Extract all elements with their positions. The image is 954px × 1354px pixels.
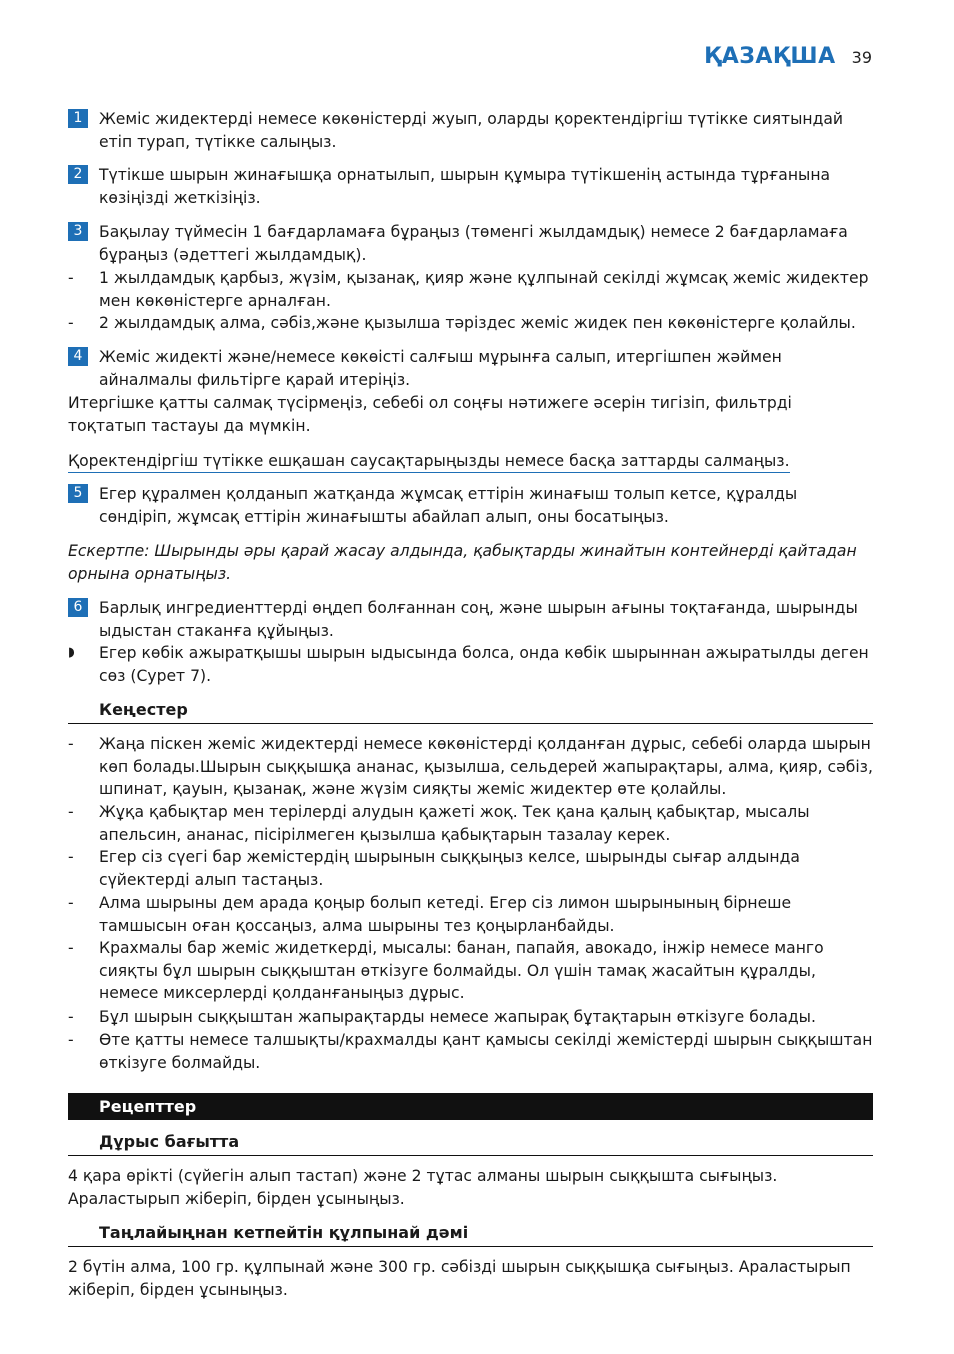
step-text: Барлық ингредиенттерді өңдеп болғаннан соң, және шырын ағыны тоқтағанда, шырынды ыдыстан стаканға құйыңыз. [99,599,858,640]
step-number: 1 [68,109,88,128]
step-6 [68,597,874,642]
step-number: 6 [68,598,88,617]
warning-text: Қоректендіргіш түтікке ешқашан саусақтарыңызды немесе басқа заттарды салмаңыз. [68,452,790,473]
tip-text: Жұқа қабықтар мен терілерді алудын қажеті жоқ. Тек қана қалың қабықтар, мысалы апельсин, ананас, пісірілмеген қызылша қабықтарын тазалау керек. [99,803,810,844]
tip-item [68,846,874,891]
dash-marker: - [68,1031,74,1049]
step-text: Жеміс жидекті және/немесе көкөісті салғыш мұрынға салып, итергішпен жәймен айналмалы фильтірге қарай итеріңіз. [99,348,782,389]
step-text: Жеміс жидектерді немесе көкөністерді жуып, оларды қоректендіргіш түтікке сиятындай етіп турап, түтікке салыңыз. [99,110,844,151]
warning-line [68,450,874,473]
step-number: 2 [68,165,88,184]
tip-text: Егер сіз сүегі бар жемістердің шырынын сыққыңыз келсе, шырынды сығар алдында сүйектерді алып тастаңыз. [99,848,800,889]
step-number: 3 [68,222,88,241]
dash-marker: - [68,269,74,287]
page-header [704,46,872,70]
dash-marker: - [68,314,74,332]
tip-item [68,733,874,801]
bullet-marker: ◗ [68,645,75,660]
step-2 [68,164,874,209]
tip-item [68,892,874,937]
tip-item [68,1029,874,1074]
step-3 [68,221,874,266]
tip-item [68,801,874,846]
step-text: Түтікше шырын жинағышқа орнатылып, шырын құмыра түтікшенің астында тұрғанына көзіңізді жеткізіңіз. [99,166,831,207]
speed-note-2 [68,312,874,335]
step-1 [68,108,874,153]
dash-marker: - [68,735,74,753]
dash-marker: - [68,939,74,957]
recipe-title-text: Дұрыс бағытта [99,1132,240,1151]
tip-text: Жаңа піскен жеміс жидектерді немесе көкөністерді қолданған дұрыс, себебі оларда шырын көп болады.Шырын сыққышқа ананас, қызылша, сельдерей жапырақтары, алма, қияр, сәбіз, шпинат, қауын, қызанақ, және жүзім сияқты жеміс жидектер өте қолайлы. [99,735,873,798]
recipes-heading-text: Рецепттер [99,1097,197,1116]
recipe-title [68,1131,873,1156]
dash-marker: - [68,1008,74,1026]
tip-text: Өте қатты немесе талшықты/крахмалды қант қамысы секілді жемістерді шырын сыққыштан өткізуге болмайды. [99,1031,873,1072]
speed-note-1 [68,267,874,312]
recipes-heading [68,1093,873,1120]
recipe-text: 2 бүтін алма, 100 гр. құлпынай және 300 гр. сәбізді шырын сыққышқа сығыңыз. Араластырып жіберіп, бірден ұсыныңыз. [68,1258,851,1299]
step-text: Бақылау түймесін 1 бағдарламаға бұраңыз (төменгі жылдамдық) немесе 2 бағдарламаға бұраңыз (әдеттегі жылдамдық). [99,223,848,264]
step-text: Егер құралмен қолданып жатқанда жұмсақ еттірін жинағыш толып кетсе, құралды сөндіріп, жұмсақ еттірін жинағышты абайлап алып, оны босатыңыз. [99,485,798,526]
note-text: Ескертпе: Шырынды әры қарай жасау алдында, қабықтарды жинайтын контейнерді қайтадан орнына орнатыңыз. [68,542,857,583]
step-number: 4 [68,347,88,366]
tip-text: Алма шырыны дем арада қоңыр болып кетеді. Егер сіз лимон шырынының бірнеше тамшысын оған қоссаңыз, алма шырыны тез қоңырланбайды. [99,894,792,935]
dash-marker: - [68,803,74,821]
tip-text: Бұл шырын сыққыштан жапырақтарды немесе жапырақ бұтақтарын өткізуге болады. [99,1008,816,1026]
step-5 [68,483,874,528]
recipe-title [68,1222,873,1247]
tip-item [68,1006,874,1029]
speed-note-text: 1 жылдамдық қарбыз, жүзім, қызанақ, қияр және құлпынай секілді жұмсақ жеміс жидектер мен көкөністерге арналған. [99,269,869,310]
foam-bullet-text: Егер көбік ажыратқышы шырын ыдысында болса, онда көбік шырыннан ажыратылды деген сөз (Сурет 7). [99,644,869,685]
speed-note-text: 2 жылдамдық алма, сәбіз,және қызылша тәріздес жеміс жидек пен көкөністерге қолайлы. [99,314,856,332]
language-label: ҚАЗАҚША [704,44,836,69]
recipe-text: 4 қара өрікті (сүйегін алып тастап) және 2 тұтас алманы шырын сыққышта сығыңыз. Араластырып жіберіп, бірден ұсыныңыз. [68,1167,778,1208]
step-number: 5 [68,484,88,503]
tip-text: Крахмалы бар жеміс жидеткерді, мысалы: банан, папайя, авокадо, інжір немесе манго сияқты бұл шырын сыққыштан өткізуге болмайды. Ол үшін тамақ жасайтын құралды, немесе миксерлерді қолданғаныңыз дұрыс. [99,939,824,1002]
foam-bullet [68,642,874,687]
pusher-note: Итергішке қатты салмақ түсірмеңіз, себебі ол соңғы нәтижеге әсерін тигізіп, фильтрді тоқтатып тастауы да мүмкін. [68,394,792,435]
tips-heading-text: Кеңестер [99,700,188,719]
tips-heading [68,699,873,724]
page-number: 39 [851,48,872,67]
tip-item [68,937,874,1005]
step-4 [68,346,874,391]
dash-marker: - [68,894,74,912]
dash-marker: - [68,848,74,866]
recipe-title-text: Таңлайыңнан кетпейтін құлпынай дәмі [99,1223,469,1242]
